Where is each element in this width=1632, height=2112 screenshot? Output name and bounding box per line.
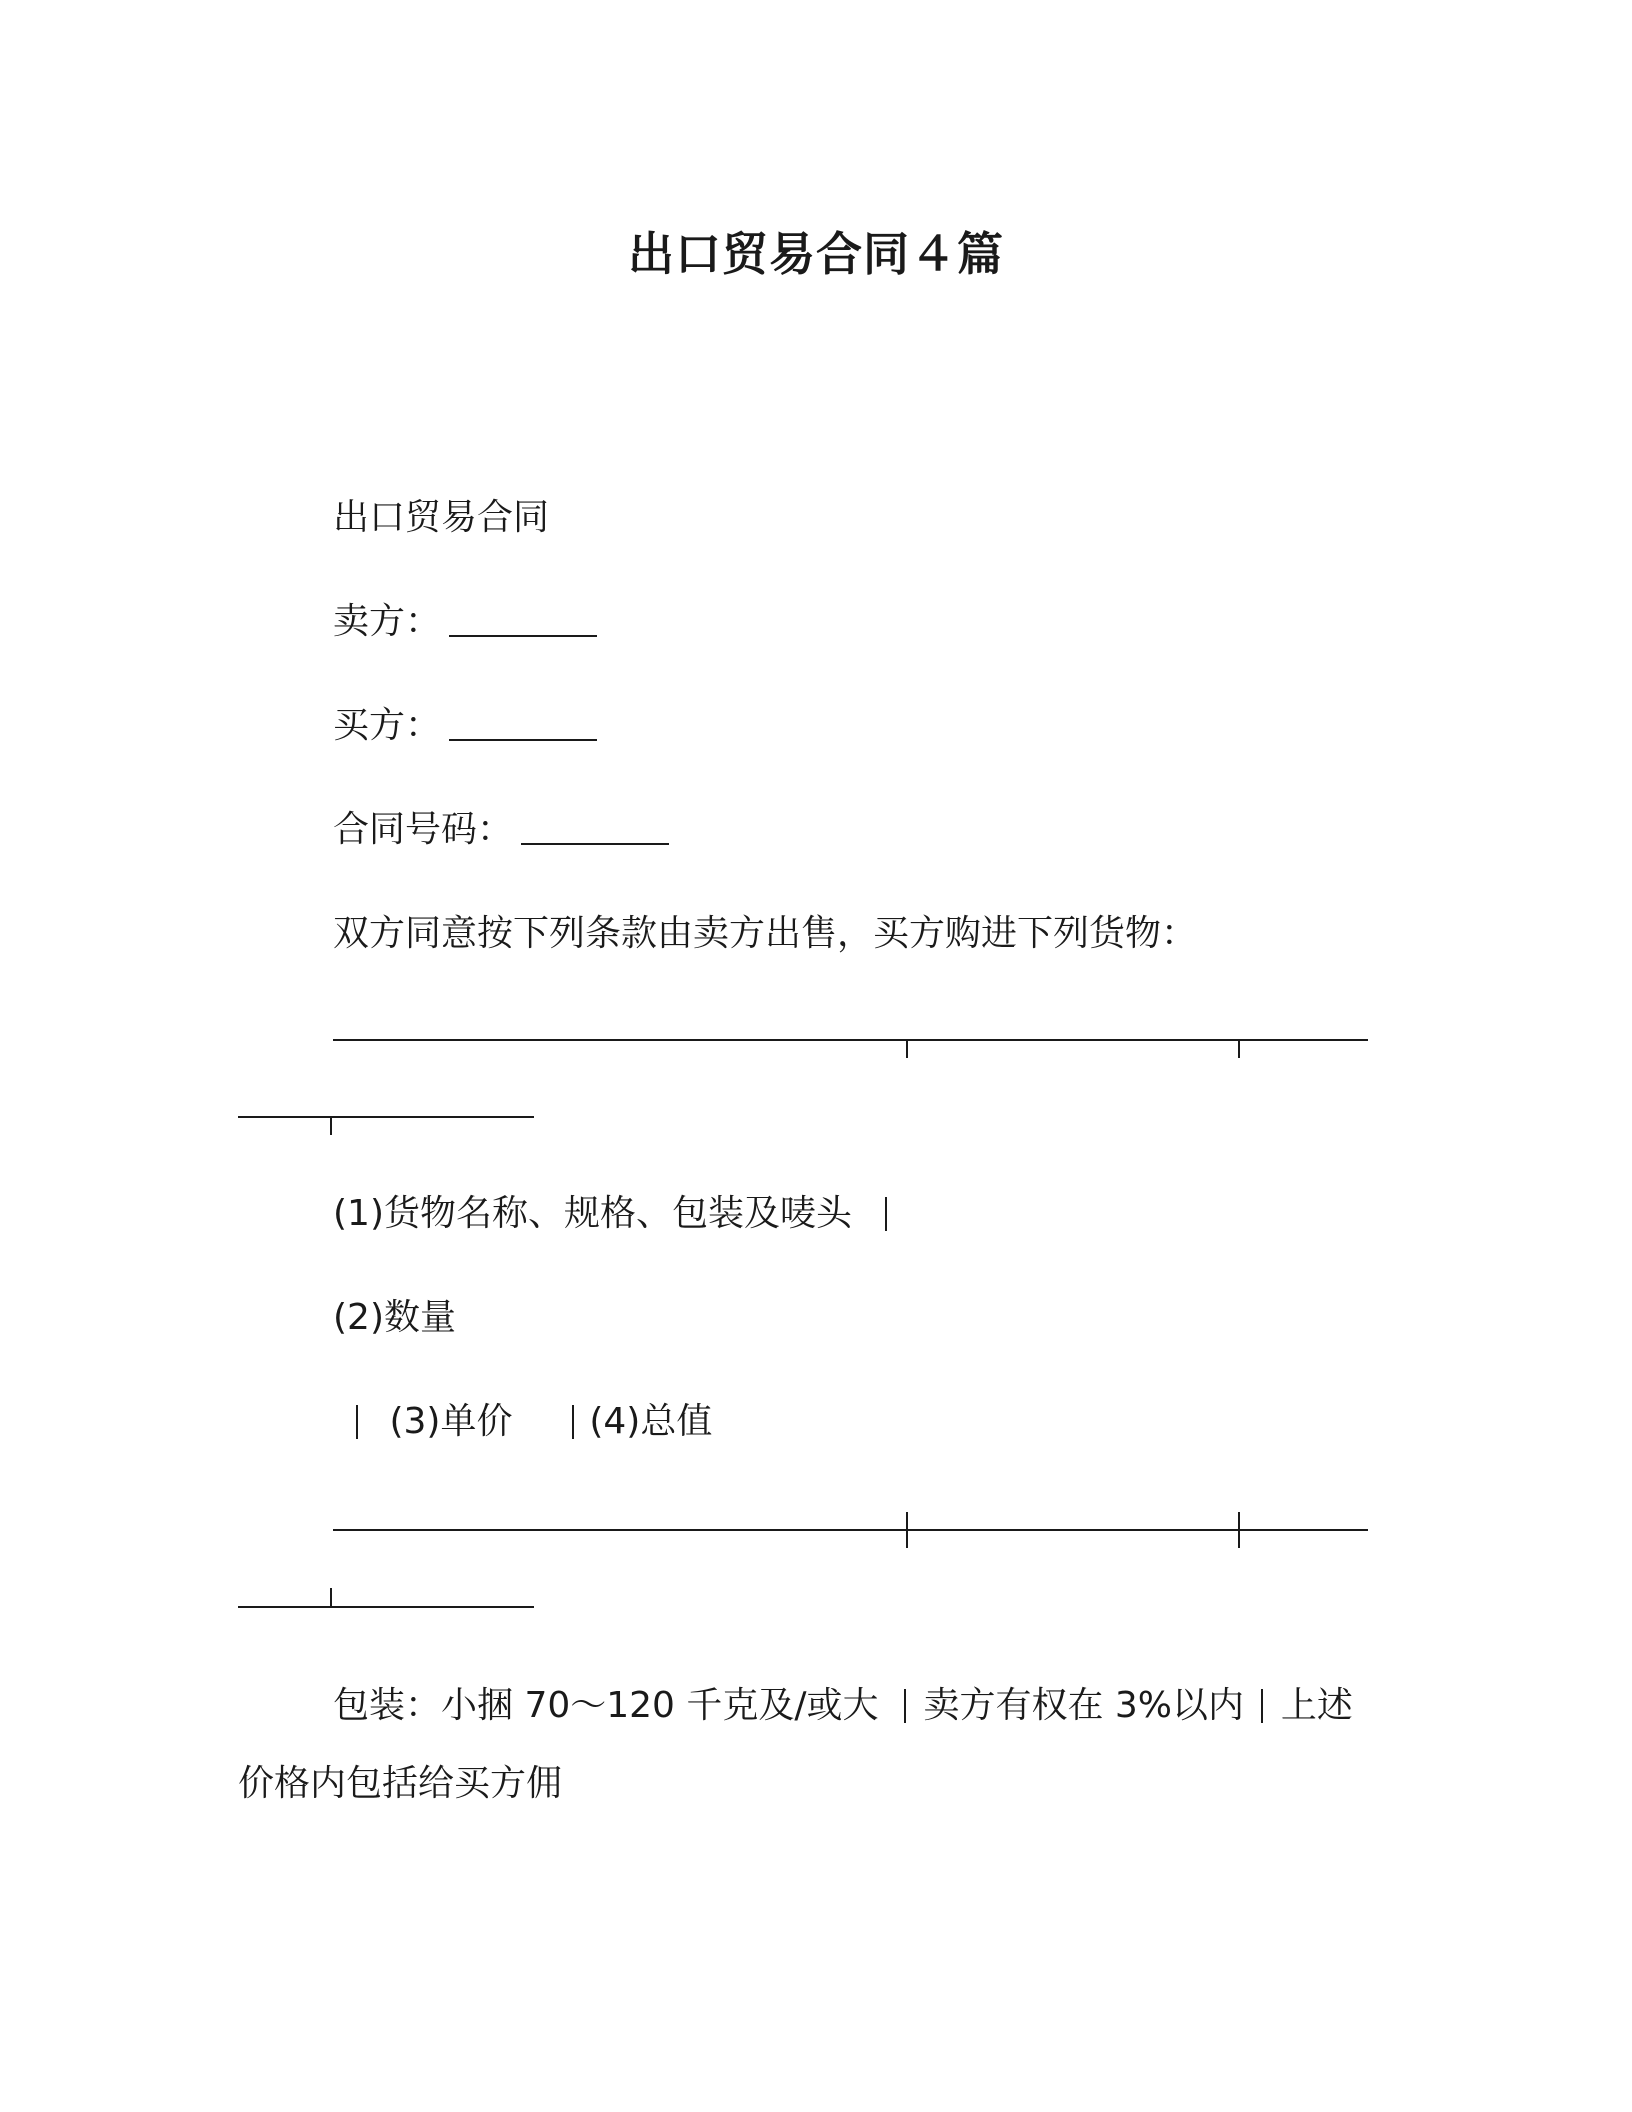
table-tick	[1238, 1512, 1240, 1548]
contract-heading: 出口贸易合同	[333, 497, 550, 538]
buyer-row	[333, 702, 597, 750]
seller-row	[333, 598, 597, 646]
table-tick	[1238, 1040, 1240, 1058]
table-tick	[330, 1588, 332, 1606]
table-rule-bottom	[333, 1529, 1368, 1531]
column-separator	[1261, 1689, 1263, 1723]
buyer-blank	[449, 709, 597, 741]
tolerance-text: 卖方有权在 3%以内	[923, 1685, 1245, 1726]
price-note-text: 上述	[1280, 1685, 1353, 1726]
packing-text: 包装：小捆 70～120 千克及/或大	[333, 1685, 879, 1726]
column-goods: (1)货物名称、规格、包装及唛头	[333, 1193, 852, 1234]
column-separator	[572, 1405, 574, 1439]
table-tick	[906, 1512, 908, 1548]
buyer-label: 买方：	[333, 705, 442, 746]
column-separator	[885, 1197, 887, 1231]
table-rule-bottom-continued	[238, 1606, 534, 1608]
column-total-value: (4)总值	[589, 1401, 713, 1442]
contract-number-blank	[521, 813, 669, 845]
column-unit-price: (3)单价	[389, 1401, 513, 1442]
packing-row	[333, 1682, 1353, 1730]
column-goods-row	[333, 1190, 887, 1238]
table-tick	[330, 1117, 332, 1135]
packing-continued: 价格内包括给买方佣	[238, 1763, 563, 1804]
column-price-total-row	[356, 1398, 712, 1446]
table-rule-top-continued	[238, 1116, 534, 1118]
contract-number-row	[333, 806, 669, 854]
table-tick	[906, 1040, 908, 1058]
intro-paragraph: 双方同意按下列条款由卖方出售，买方购进下列货物：	[333, 913, 1198, 954]
column-quantity: (2)数量	[333, 1297, 456, 1338]
seller-blank	[449, 605, 597, 637]
contract-number-label: 合同号码：	[333, 809, 514, 850]
column-separator	[356, 1405, 358, 1439]
document-title: 出口贸易合同４篇	[628, 227, 1004, 281]
column-separator	[904, 1689, 906, 1723]
seller-label: 卖方：	[333, 601, 442, 642]
table-rule-top	[333, 1039, 1368, 1041]
